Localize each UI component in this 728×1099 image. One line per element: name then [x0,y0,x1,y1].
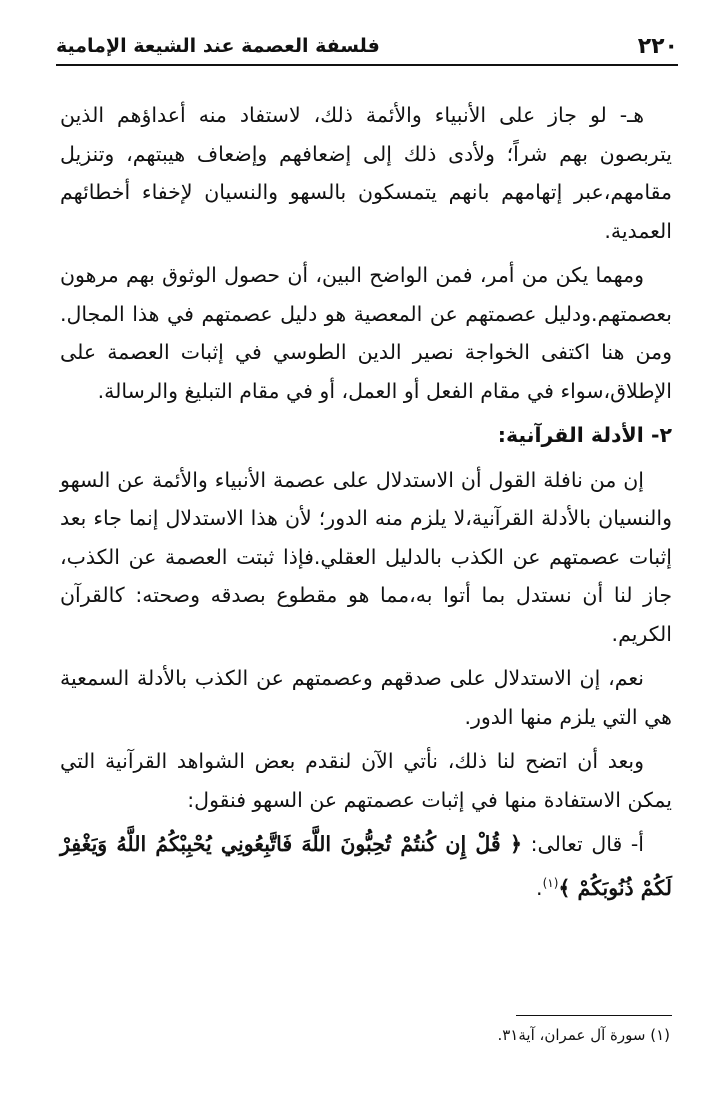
paragraph-trust: ومهما يكن من أمر، فمن الواضح البين، أن حصول الوثوق بهم مرهون بعصمتهم.ودليل عصمتهم عن المعصية هو دليل عصمتهم في هذا المجال. ومن هنا اكتفى الخواجة نصير الدين الطوسي في إثبات العصمة على الإطلاق،سواء في مقام الفعل أو العمل، أو في مقام التبليغ والرسالة. [60,263,672,403]
paragraph-quranic-evidence: إن من نافلة القول أن الاستدلال على عصمة الأنبياء والأئمة عن السهو والنسيان بالأدلة القرآنية،لا يلزم منه الدور؛ لأن هذا الاستدلال إنما جاء بعد إثبات عصمتهم عن الكذب بالدليل العقلي.فإذا ثبتت العصمة عن الكذب، جاز لنا أن نستدل بما أتوا به،مما هو مقطوع بصدقه وصحته: كالقرآن الكريم. [60,467,672,646]
page-body [60,96,672,913]
running-title: فلسفة العصمة عند الشيعة الإمامية [56,35,380,57]
footnote-separator [516,1015,672,1016]
page-number: ٢٢٠ [637,33,678,59]
paragraph-circularity: نعم، إن الاستدلال على صدقهم وعصمتهم عن الكذب بالأدلة السمعية هي التي يلزم منها الدور. [60,666,672,729]
verse-end: . [536,875,543,900]
section-heading: ٢- الأدلة القرآنية: [497,423,672,447]
footnote: (١) سورة آل عمران، آية٣١. [497,1026,670,1044]
footnote-reference[interactable]: (١) [542,875,559,890]
paragraph-intro-evidence: وبعد أن اتضح لنا ذلك، نأتي الآن لنقدم بعض الشواهد القرآنية التي يمكن الاستفادة منها في إثبات عصمتهم عن السهو فنقول: [60,749,672,812]
quran-verse: ﴿ قُلْ إِن كُنتُمْ تُحِبُّونَ اللَّهَ فَاتَّبِعُونِي يُحْبِبْكُمُ اللَّهُ وَيَغْفِرْ لَكُمْ ذُنُوبَكُمْ ﴾ [60,832,672,900]
verse-intro: أ- قال تعالى: [521,832,644,856]
page-header [56,28,678,66]
paragraph-he: هـ- لو جاز على الأنبياء والأئمة ذلك، لاستفاد منه أعداؤهم الذين يتربصون بهم شراً؛ ولأدى ذلك إلى إضعافهم وإضعاف هيبتهم، وتنزيل مقامهم،عبر إتهامهم بانهم يتمسكون بالسهو والنسيان لإخفاء أخطائهم العمدية. [60,103,672,243]
verse-paragraph [60,825,672,907]
